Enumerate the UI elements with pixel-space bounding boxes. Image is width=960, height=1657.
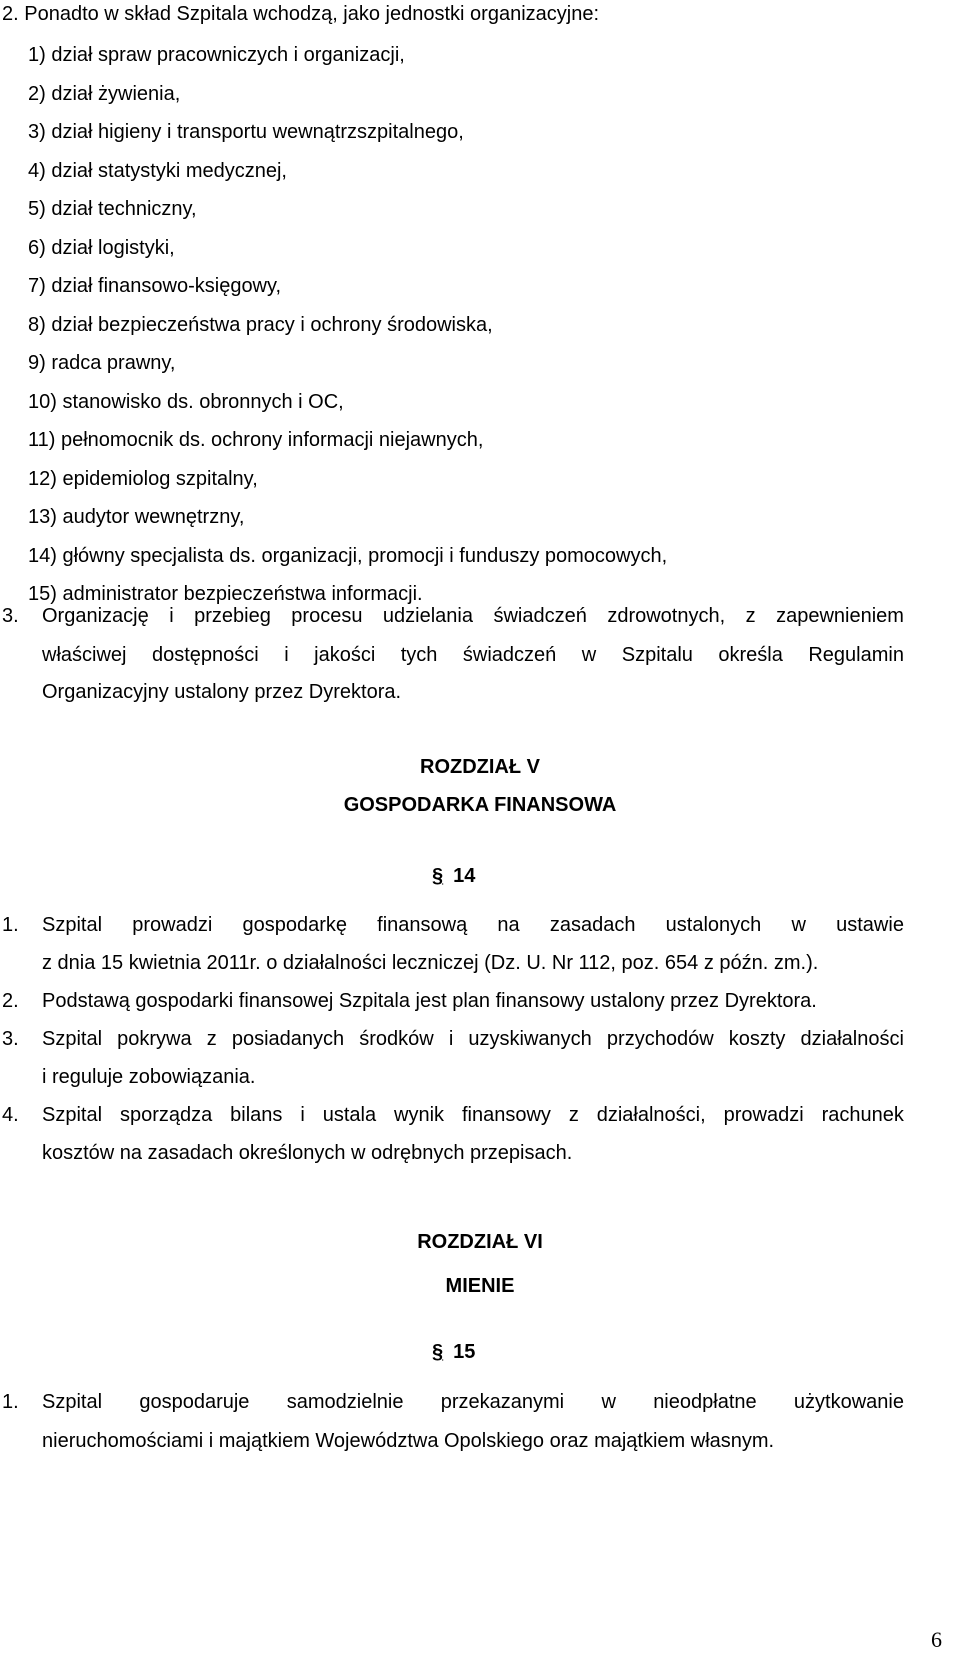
word: przychodów (606, 1028, 714, 1050)
section-2-intro: 2. Ponadto w skład Szpitala wchodzą, jako jednostki organizacyjne: (2, 3, 600, 25)
organizational-unit-item: 2) dział żywienia, (28, 82, 181, 105)
organizational-unit-item: 8) dział bezpieczeństwa pracy i ochrony środowiska, (28, 313, 493, 336)
organizational-unit-item: 9) radca prawny, (28, 352, 176, 374)
ch6-point-1-number: 1. (2, 1391, 19, 1413)
organizational-unit-item: 15) administrator bezpieczeństwa informacji. (28, 583, 423, 605)
word: i (448, 1028, 454, 1050)
section-3-line-3: Organizacyjny ustalony przez Dyrektora. (42, 681, 402, 703)
section-3-number: 3. (2, 605, 19, 627)
word: w (791, 914, 806, 936)
organizational-unit-item: 10) stanowisko ds. obronnych i OC, (28, 390, 344, 413)
paragraph-number: 14 (453, 865, 476, 887)
chapter-5-subtitle: GOSPODARKA FINANSOWA (343, 794, 617, 816)
word: uzyskiwanych (468, 1028, 592, 1050)
word: finansową (377, 914, 468, 936)
section-3-line-2 (42, 643, 904, 667)
section-3-line-1 (42, 604, 904, 628)
word: posiadanych (231, 1028, 345, 1050)
word: świadczeń (493, 605, 587, 627)
organizational-unit-item: 3) dział higieny i transportu wewnątrzszpitalnego, (28, 121, 464, 143)
word: określa (718, 644, 783, 666)
word: pokrywa (117, 1028, 192, 1050)
word: Szpital (42, 1391, 103, 1413)
ch5-point-1-number: 1. (2, 914, 19, 936)
word: prowadzi (132, 914, 213, 936)
ch5-point-4-line-2: kosztów na zasadach określonych w odrębnych przepisach. (42, 1142, 573, 1164)
word: finansowy (461, 1104, 551, 1126)
word: i (300, 1104, 305, 1126)
word: Szpital (42, 1028, 103, 1050)
word: tych (400, 644, 438, 666)
word: nieodpłatne (653, 1391, 757, 1413)
word: na (497, 914, 520, 936)
word: Regulamin (808, 644, 904, 666)
chapter-6-title: ROZDZIAŁ VI (417, 1231, 543, 1253)
organizational-unit-item: 12) epidemiolog szpitalny, (28, 467, 258, 490)
word: i (169, 605, 174, 627)
word: wynik (394, 1104, 445, 1126)
organizational-unit-item: 7) dział finansowo-księgowy, (28, 275, 282, 297)
word: z (745, 605, 756, 627)
ch5-point-4-number: 4. (2, 1104, 19, 1126)
word: zapewnieniem (776, 605, 904, 627)
section-sign: § (432, 1341, 444, 1363)
word: Organizację (42, 605, 149, 627)
word: Szpitalu (621, 644, 693, 666)
word: z (206, 1028, 217, 1050)
word: w (601, 1391, 616, 1413)
chapter-5-title: ROZDZIAŁ V (420, 756, 540, 778)
word: rachunek (821, 1104, 904, 1126)
word: działalności, (596, 1104, 706, 1126)
ch5-point-1-line-2: z dnia 15 kwietnia 2011r. o działalności leczniczej (Dz. U. Nr 112, poz. 654 z późn. zm.). (42, 952, 819, 974)
ch5-point-2-number: 2. (2, 990, 19, 1012)
paragraph-number: 15 (453, 1341, 476, 1363)
word: sporządza (119, 1104, 213, 1126)
organizational-unit-item: 5) dział techniczny, (28, 198, 197, 220)
word: właściwej (42, 644, 127, 666)
organizational-unit-item: 4) dział statystyki medycznej, (28, 159, 287, 182)
page-number: 6 (931, 1627, 942, 1652)
word: samodzielnie (286, 1391, 404, 1413)
organizational-unit-item: 14) główny specjalista ds. organizacji, promocji i funduszy pomocowych, (28, 544, 668, 567)
word: jakości (314, 644, 376, 666)
ch6-point-1-line-1 (42, 1390, 904, 1414)
word: gospodarkę (242, 914, 347, 936)
word: koszty (728, 1028, 786, 1050)
word: ustala (322, 1104, 377, 1126)
ch6-point-1-line-2: nieruchomościami i majątkiem Województwa Opolskiego oraz majątkiem własnym. (42, 1430, 775, 1452)
word: świadczeń (462, 644, 557, 666)
organizational-unit-item: 11) pełnomocnik ds. ochrony informacji niejawnych, (28, 429, 484, 451)
organizational-unit-item: 13) audytor wewnętrzny, (28, 506, 245, 528)
word: procesu (291, 605, 363, 627)
word: gospodaruje (139, 1391, 250, 1413)
word: w (581, 644, 597, 666)
ch5-point-3-number: 3. (2, 1028, 19, 1050)
word: dostępności (151, 644, 259, 666)
word: z (568, 1104, 579, 1126)
word: przekazanymi (440, 1391, 565, 1413)
ch5-point-3-line-2: i reguluje zobowiązania. (42, 1066, 256, 1088)
word: i (284, 644, 289, 666)
word: przebieg (194, 605, 271, 627)
word: Szpital (42, 914, 103, 936)
section-sign: § (432, 865, 444, 887)
paragraph-15-heading (432, 1340, 475, 1364)
chapter-6-subtitle: MIENIE (445, 1275, 515, 1297)
word: udzielania (382, 605, 473, 627)
word: ustalonych (665, 914, 762, 936)
word: ustawie (836, 914, 904, 936)
word: Szpital (42, 1104, 103, 1126)
ch5-point-2-line-1: Podstawą gospodarki finansowej Szpitala jest plan finansowy ustalony przez Dyrektora. (42, 990, 817, 1012)
word: użytkowanie (793, 1391, 904, 1413)
word: bilans (230, 1104, 283, 1126)
word: działalności (800, 1028, 904, 1050)
paragraph-14-heading (432, 864, 475, 888)
word: prowadzi (723, 1104, 804, 1126)
ch5-point-1-line-1 (42, 913, 904, 937)
word: zasadach (549, 914, 636, 936)
ch5-point-3-line-1 (42, 1027, 904, 1051)
organizational-unit-item: 6) dział logistyki, (28, 236, 175, 259)
word: zdrowotnych, (607, 605, 726, 627)
word: środków (359, 1028, 434, 1050)
organizational-unit-item: 1) dział spraw pracowniczych i organizacji, (28, 44, 405, 66)
ch5-point-4-line-1 (42, 1103, 904, 1127)
